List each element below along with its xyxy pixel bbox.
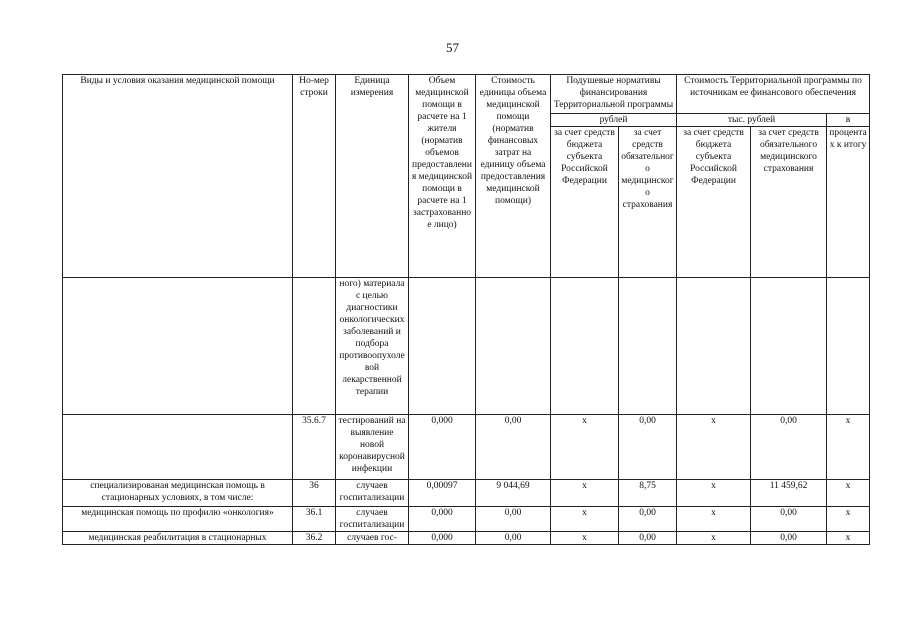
header-unit-rub: рублей [551, 114, 677, 127]
row-c-oms: 0,00 [751, 415, 827, 480]
header-unit-cost: Стоимость единицы объема медицинской помощи (норматив финансовых затрат на единицу объема предоставления медицинской помощи) [476, 75, 551, 278]
header-unit-thous: тыс. рублей [677, 114, 827, 127]
row-pc-budget [551, 278, 619, 415]
row-pct: х [827, 507, 870, 532]
row-pc-budget: х [551, 415, 619, 480]
row-name: медицинская помощь по профилю «онкология» [63, 507, 293, 532]
header-sub-oms-2: за счет средств обязательного медицинского страхования [751, 127, 827, 278]
header-line-number: Но-мер строки [293, 75, 336, 278]
row-c-oms: 0,00 [751, 532, 827, 545]
row-name [63, 415, 293, 480]
row-unit: случаев госпитализации [336, 480, 409, 507]
row-c-oms: 0,00 [751, 507, 827, 532]
row-pc-oms: 0,00 [619, 415, 677, 480]
row-line [293, 278, 336, 415]
row-cost: 9 044,69 [476, 480, 551, 507]
header-row-top [63, 75, 870, 114]
financing-table [62, 74, 870, 545]
row-c-oms: 11 459,62 [751, 480, 827, 507]
row-pc-budget: х [551, 480, 619, 507]
row-line: 36 [293, 480, 336, 507]
row-pc-budget: х [551, 532, 619, 545]
row-pct: х [827, 480, 870, 507]
row-name [63, 278, 293, 415]
header-sub-budget: за счет средств бюджета субъекта Российской Федерации [551, 127, 619, 278]
row-pct: х [827, 415, 870, 480]
page-number: 57 [446, 40, 459, 55]
header-kinds: Виды и условия оказания медицинской помощи [63, 75, 293, 278]
row-c-budget: х [677, 480, 751, 507]
header-per-capita: Подушевые нормативы финансирования Территориальной программы [551, 75, 677, 114]
row-pc-oms: 0,00 [619, 532, 677, 545]
header-volume: Объем медицинской помощи в расчете на 1 жителя (норматив объемов предоставления медицинской помощи в расчете на 1 застрахованное лицо) [409, 75, 476, 278]
table-row [63, 507, 870, 532]
row-c-oms [751, 278, 827, 415]
table-row [63, 532, 870, 545]
header-sub-oms: за счет средств обязательного медицинского страхования [619, 127, 677, 278]
row-line: 36.2 [293, 532, 336, 545]
row-volume: 0,000 [409, 532, 476, 545]
header-unit-pct: в [827, 114, 870, 127]
header-sub-pct: процентах к итогу [827, 127, 870, 278]
row-volume: 0,00097 [409, 480, 476, 507]
table-row [63, 480, 870, 507]
row-c-budget: х [677, 532, 751, 545]
row-c-budget [677, 278, 751, 415]
row-cost: 0,00 [476, 415, 551, 480]
row-unit: тестирований на выявление новой коронавирусной инфекции [336, 415, 409, 480]
row-unit: ного) материала с целью диагностики онкологических заболеваний и подбора противоопухолевой лекарственной терапии [336, 278, 409, 415]
header-unit: Единица измерения [336, 75, 409, 278]
row-pc-oms [619, 278, 677, 415]
row-volume [409, 278, 476, 415]
row-name: специализированая медицинская помощь в стационарных условиях, в том числе: [63, 480, 293, 507]
row-cost [476, 278, 551, 415]
table-row [63, 415, 870, 480]
row-pc-oms: 8,75 [619, 480, 677, 507]
row-pc-budget: х [551, 507, 619, 532]
row-line: 36.1 [293, 507, 336, 532]
row-pct [827, 278, 870, 415]
row-pc-oms: 0,00 [619, 507, 677, 532]
row-pct: х [827, 532, 870, 545]
row-line: 35.6.7 [293, 415, 336, 480]
row-unit: случаев гос- [336, 532, 409, 545]
row-c-budget: х [677, 415, 751, 480]
row-volume: 0,000 [409, 415, 476, 480]
row-unit: случаев госпитализации [336, 507, 409, 532]
row-volume: 0,000 [409, 507, 476, 532]
row-cost: 0,00 [476, 507, 551, 532]
header-program-cost: Стоимость Территориальной программы по источникам ее финансового обеспечения [677, 75, 870, 114]
table-row [63, 278, 870, 415]
header-sub-budget-2: за счет средств бюджета субъекта Российской Федерации [677, 127, 751, 278]
row-cost: 0,00 [476, 532, 551, 545]
row-name: медицинская реабилитация в стационарных [63, 532, 293, 545]
row-c-budget: х [677, 507, 751, 532]
